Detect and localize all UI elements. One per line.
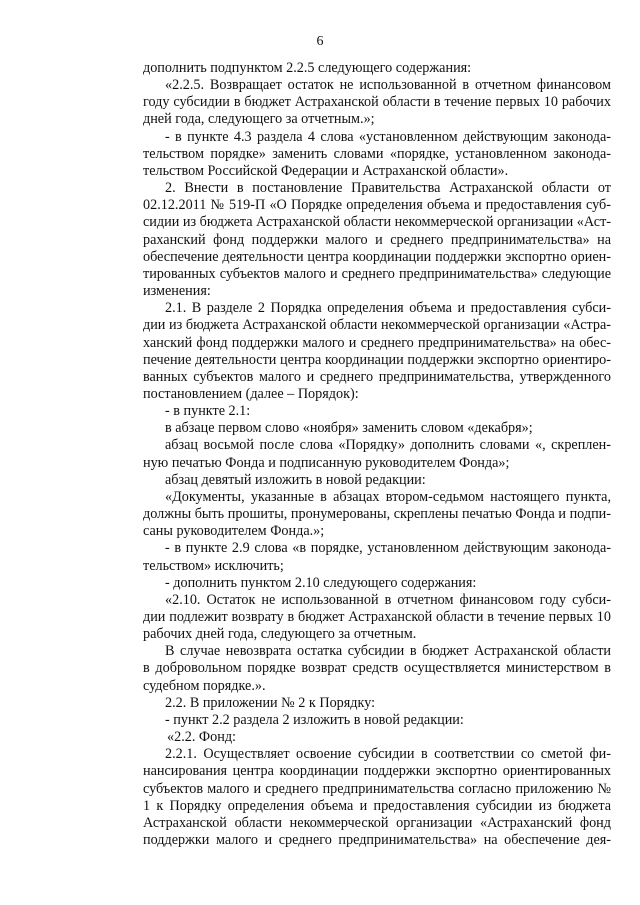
page-number: 6: [316, 34, 324, 49]
text-line: судебном порядке.».: [143, 677, 266, 694]
text-line: субъектов малого и среднего предпринимательства согласно приложению №: [143, 780, 611, 797]
text-line: сидии из бюджета Астраханской области некоммерческой организации «Аст-: [143, 214, 611, 231]
paragraph: [143, 592, 611, 643]
paragraph: [143, 746, 611, 849]
text-line: ную печатью Фонда и подписанную руководителем Фонда»;: [143, 454, 510, 471]
text-line: 2.2. В приложении № 2 к Порядку:: [165, 694, 376, 711]
text-line: тельством порядке» заменить словами «порядке, установленном законода-: [143, 145, 611, 162]
paragraph: [143, 695, 611, 712]
text-line: 2.1. В разделе 2 Порядка определения объема и предоставления субси-: [165, 300, 611, 317]
text-line: абзац девятый изложить в новой редакции:: [165, 471, 426, 488]
paragraph: [143, 437, 611, 471]
paragraph: [143, 729, 611, 746]
paragraph: [143, 472, 611, 489]
text-line: поддержки малого и среднего предпринимательства» на обеспечение дея-: [143, 832, 611, 849]
text-line: тированных субъектов малого и среднего предпринимательства» следующие: [143, 265, 611, 282]
text-line: - пункт 2.2 раздела 2 изложить в новой редакции:: [165, 711, 464, 728]
text-line: обеспечение деятельности центра координации поддержки экспортно ориен-: [143, 248, 611, 265]
text-line: ханский фонд поддержки малого и среднего предпринимательства» на обес-: [143, 334, 611, 351]
text-line: раханский фонд поддержки малого и среднего предпринимательства» на: [143, 231, 611, 248]
text-line: ванных субъектов малого и среднего предпринимательства, утвержденного: [143, 368, 611, 385]
paragraph: [143, 300, 611, 403]
text-line: тельством Российской Федерации и Астраханской области».: [143, 162, 509, 179]
paragraph: [143, 575, 611, 592]
paragraph: [143, 643, 611, 694]
text-line: - дополнить пунктом 2.10 следующего содержания:: [165, 574, 477, 591]
text-line: 2.2.1. Осуществляет освоение субсидии в соответствии со сметой фи-: [165, 746, 611, 763]
text-line: - в пункте 2.1:: [165, 403, 251, 420]
text-line: изменения:: [143, 283, 211, 300]
paragraph: [143, 77, 611, 128]
text-line: тельством» исключить;: [143, 557, 284, 574]
paragraph: [143, 403, 611, 420]
paragraph: [143, 129, 611, 180]
text-line: 1 к Порядку определения объема и предоставления субсидии из бюджета: [143, 797, 611, 814]
text-line: 2. Внести в постановление Правительства Астраханской области от: [165, 180, 611, 197]
text-line: «Документы, указанные в абзацах втором-седьмом настоящего пункта,: [165, 488, 611, 505]
text-line: в добровольном порядке возврат средств осуществляется министерством в: [143, 660, 611, 677]
paragraph: [143, 489, 611, 540]
text-line: 02.12.2011 № 519-П «О Порядке определения объема и предоставления суб-: [143, 197, 611, 214]
text-line: печение деятельности центра координации поддержки экспортно ориентиро-: [143, 351, 611, 368]
paragraph: [143, 712, 611, 729]
text-line: «2.10. Остаток не использованной в отчетном финансовом году субси-: [165, 591, 611, 608]
text-line: дополнить подпунктом 2.2.5 следующего содержания:: [143, 60, 472, 76]
paragraph: [143, 180, 611, 300]
text-line: году субсидии в бюджет Астраханской области в течение первых 10 рабочих: [143, 94, 611, 111]
text-line: должны быть прошиты, пронумерованы, скреплены печатью Фонда и подпи-: [143, 506, 611, 523]
text-line: постановлением (далее – Порядок):: [143, 385, 359, 402]
document-body: [143, 60, 611, 849]
text-line: рабочих дней года, следующего за отчетным.: [143, 626, 417, 643]
paragraph: [143, 60, 611, 77]
paragraph: [143, 540, 611, 574]
text-line: - в пункте 4.3 раздела 4 слова «установленном действующим законода-: [165, 128, 611, 145]
text-line: саны руководителем Фонда.»;: [143, 523, 325, 540]
text-line: дии подлежит возврату в бюджет Астраханской области в течение первых 10: [143, 609, 611, 625]
paragraph: [143, 420, 611, 437]
text-line: В случае невозврата остатка субсидии в бюджет Астраханской области: [165, 643, 611, 660]
text-line: в абзаце первом слово «ноября» заменить словом «декабря»;: [165, 420, 533, 437]
text-line: «2.2. Фонд:: [167, 729, 236, 746]
text-line: дней года, следующего за отчетным.»;: [143, 111, 375, 128]
text-line: «2.2.5. Возвращает остаток не использованной в отчетном финансовом: [165, 77, 611, 94]
text-line: нансирования центра координации поддержки экспортно ориентированных: [143, 763, 611, 780]
text-line: - в пункте 2.9 слова «в порядке, установленном действующим законода-: [165, 540, 611, 557]
text-line: Астраханской области некоммерческой организации «Астраханский фонд: [143, 814, 611, 831]
text-line: абзац восьмой после слова «Порядку» дополнить словами «, скреплен-: [165, 437, 611, 454]
text-line: дии из бюджета Астраханской области некоммерческой организации «Астра-: [143, 317, 611, 334]
